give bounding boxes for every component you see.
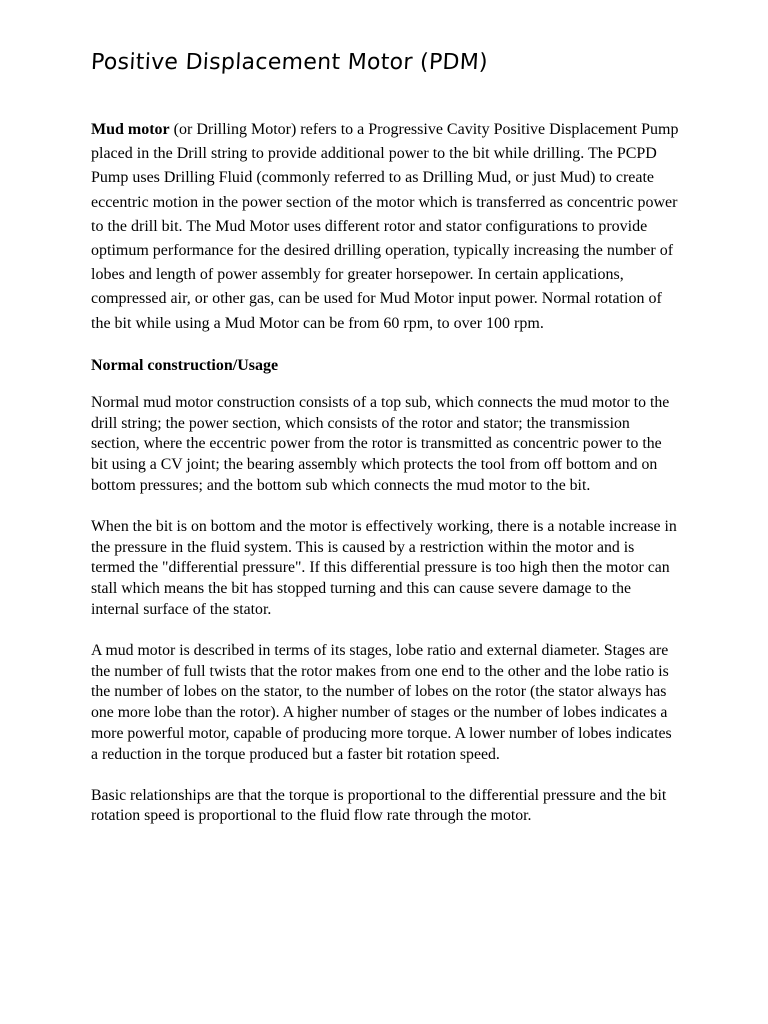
body-paragraph: Normal mud motor construction consists of a top sub, which connects the mud motor to the drill string; the power section, which consists of the rotor and stator; the transmission section, where the eccentric power from the rotor is transmitted as concentric power to the bit using a CV joint; the bearing assembly which protects the tool from off bottom and on bottom pressures; and the bottom sub which connects the mud motor to the bit. bbox=[91, 393, 670, 495]
body-paragraph: A mud motor is described in terms of its stages, lobe ratio and external diameter. Stages are the number of full twists that the rotor makes from one end to the other and the lobe ratio is the number of lobes on the stator, to the number of lobes on the rotor (the stator always has one more lobe than the rotor). A higher number of stages or the number of lobes indicates a more powerful motor, capable of producing more torque. A lower number of lobes indicates a reduction in the torque produced but a faster bit rotation speed. bbox=[91, 641, 672, 763]
body-paragraph: Basic relationships are that the torque is proportional to the differential pressure and the bit rotation speed is proportional to the fluid flow rate through the motor. bbox=[91, 786, 667, 825]
page-title: Positive Displacement Motor (PDM) bbox=[90, 50, 489, 75]
intro-paragraph bbox=[91, 118, 681, 336]
body-paragraph: When the bit is on bottom and the motor is effectively working, there is a notable increase in the pressure in the fluid system. This is caused by a restriction within the motor and is termed the "differential pressure". If this differential pressure is too high then the motor can stall which means the bit has stopped turning and this can cause severe damage to the internal surface of the stator. bbox=[91, 517, 677, 618]
intro-lead-term: Mud motor bbox=[91, 121, 170, 138]
intro-text: (or Drilling Motor) refers to a Progressive Cavity Positive Displacement Pump placed in the Drill string to provide additional power to the bit while drilling. The PCPD Pump uses Drilling Fluid (commonly referred to as Drilling Mud, or just Mud) to create eccentric motion in the power section of the motor which is transferred as concentric power to the drill bit. The Mud Motor uses different rotor and stator configurations to provide optimum performance for the desired drilling operation, typically increasing the number of lobes and length of power assembly for greater horsepower. In certain applications, compressed air, or other gas, can be used for Mud Motor input power. Normal rotation of the bit while using a Mud Motor can be from 60 rpm, to over 100 rpm. bbox=[91, 121, 679, 332]
section-heading: Normal construction/Usage bbox=[91, 356, 279, 374]
document-page bbox=[91, 48, 681, 847]
